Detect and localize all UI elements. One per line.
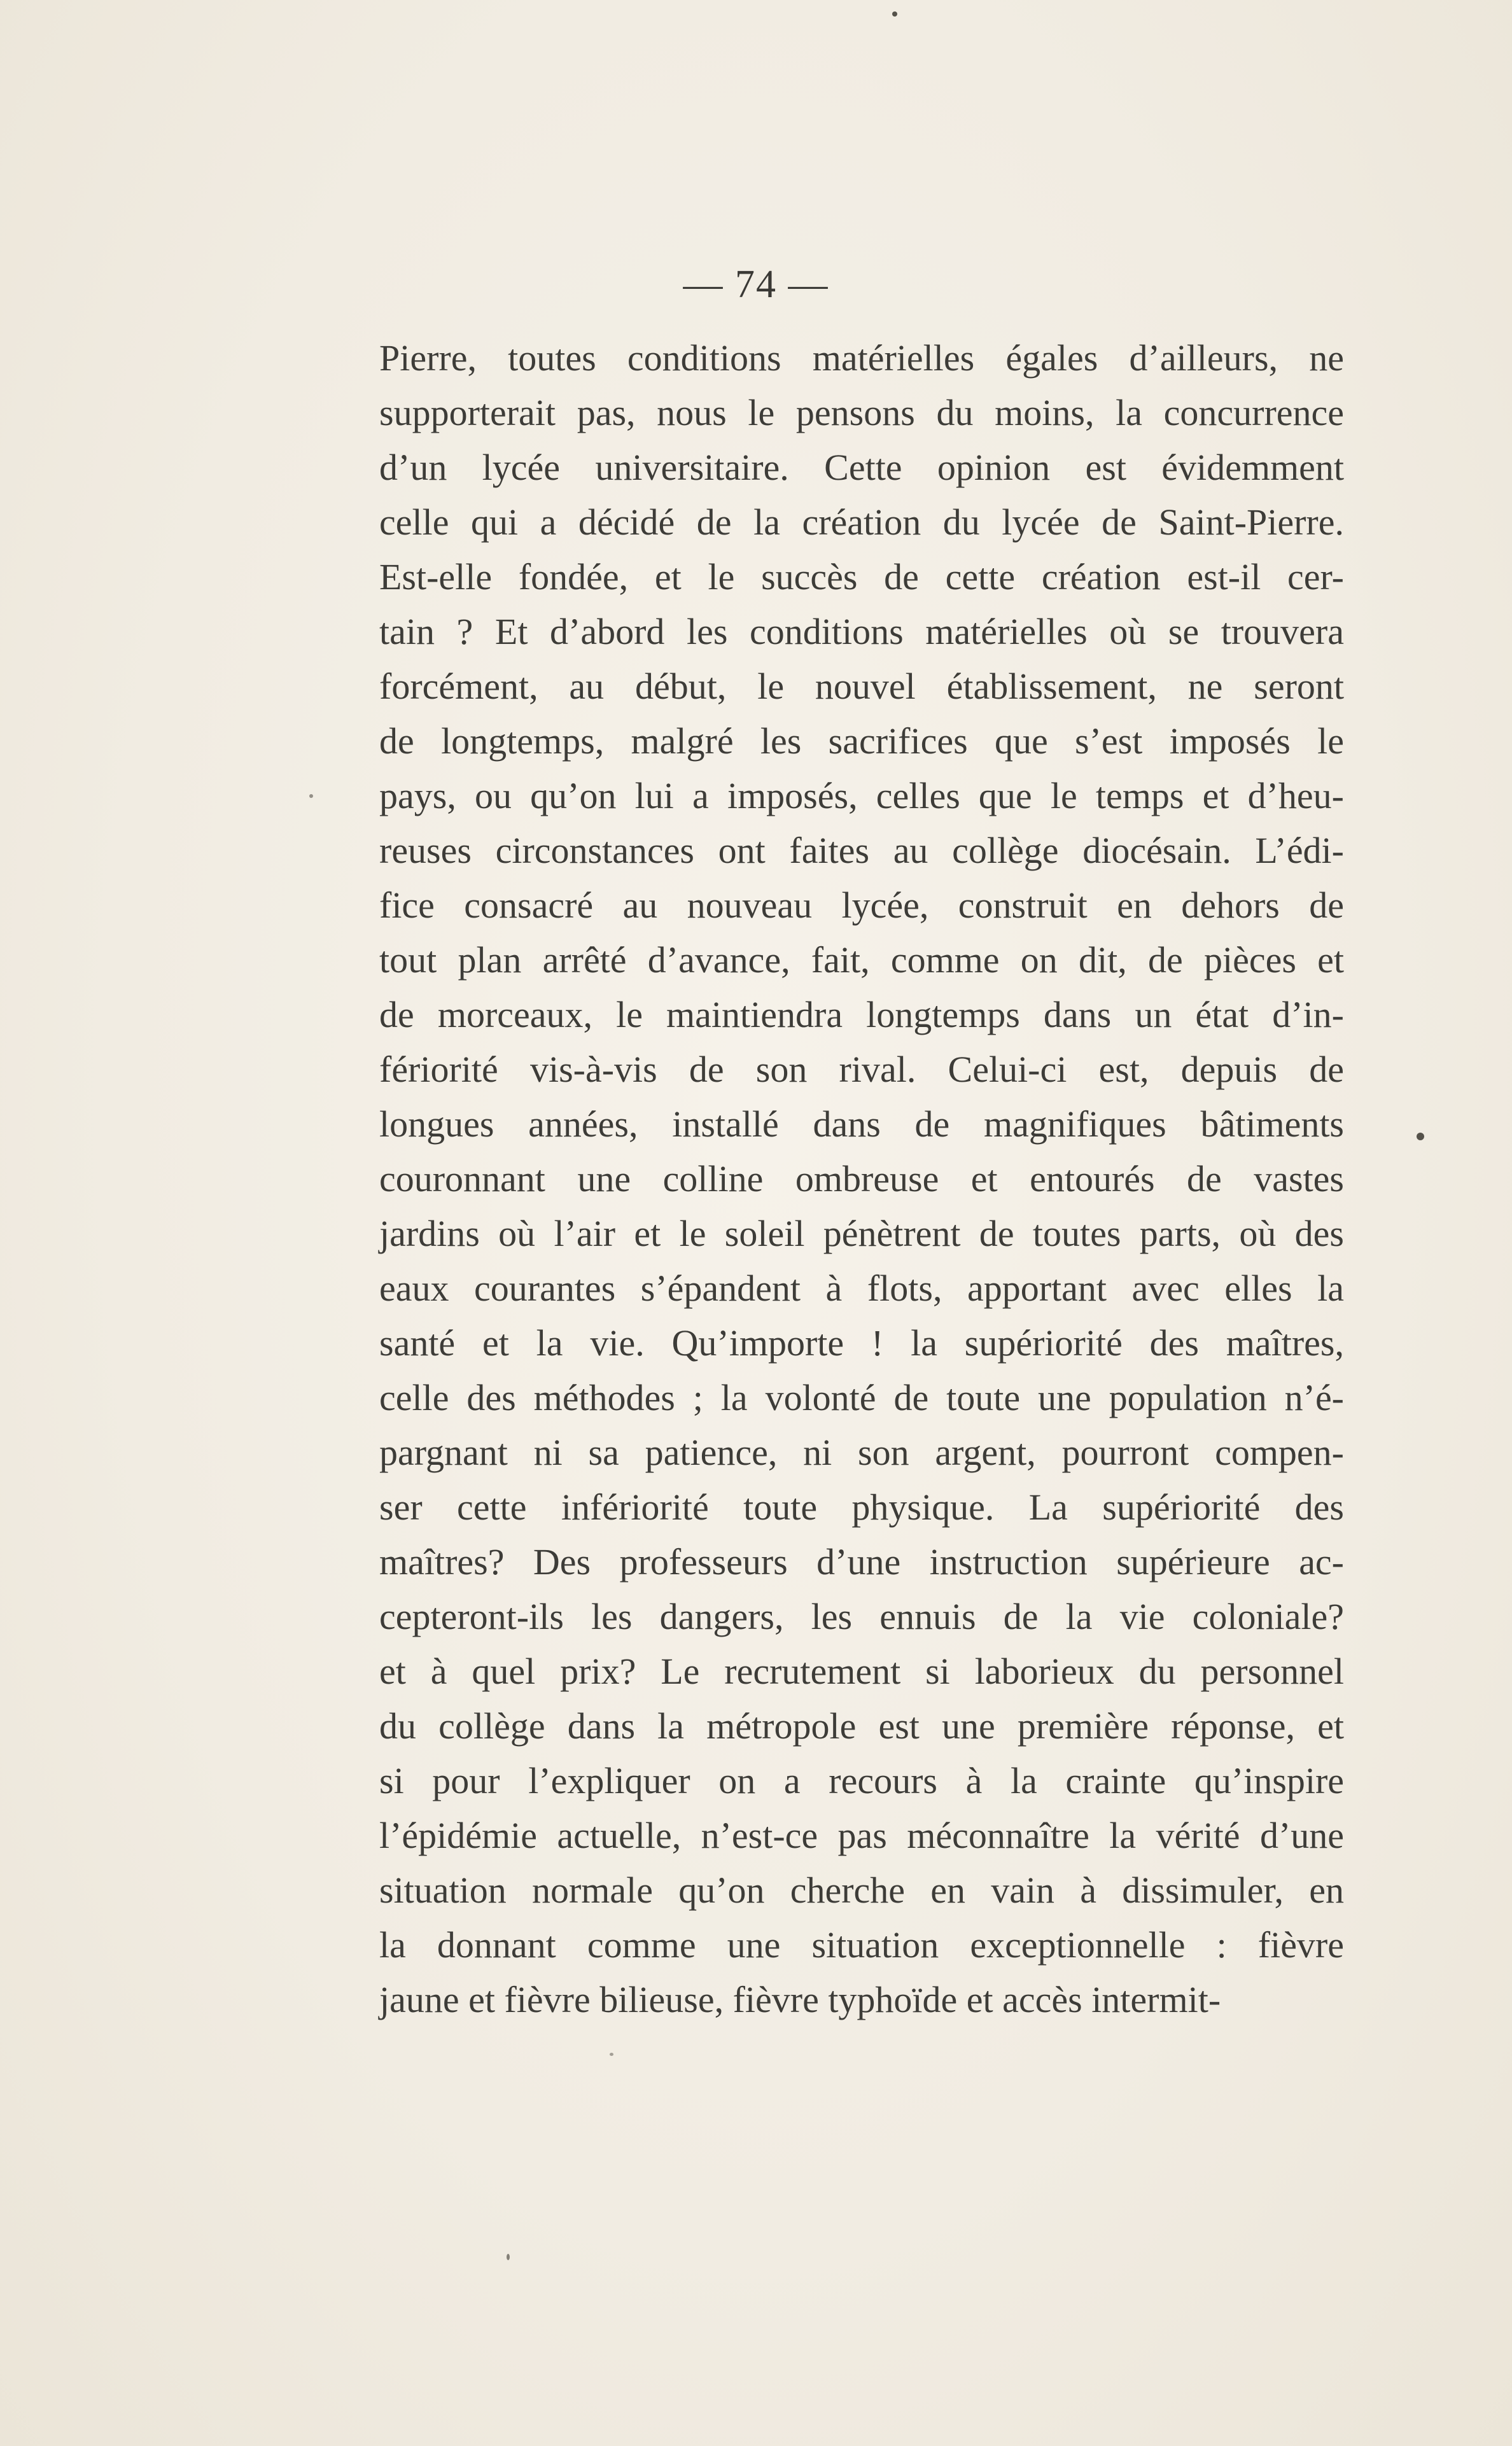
body-text — [379, 331, 1344, 2027]
text-line: cepteront-ils les dangers, les ennuis de la vie coloniale? — [379, 1596, 1344, 1637]
text-line: celle qui a décidé de la création du lycée de Saint-Pierre. — [379, 501, 1344, 543]
text-line: Est-elle fondée, et le succès de cette création est-il cer- — [379, 556, 1344, 598]
text-line: fériorité vis-à-vis de son rival. Celui-ci est, depuis de — [379, 1049, 1344, 1090]
text-line: Pierre, toutes conditions matérielles égales d’ailleurs, ne — [379, 337, 1344, 379]
text-line: reuses circonstances ont faites au collège diocésain. L’édi- — [379, 830, 1344, 871]
text-line: et à quel prix? Le recrutement si laborieux du personnel — [379, 1651, 1344, 1692]
text-line: situation normale qu’on cherche en vain à dissimuler, en — [379, 1869, 1344, 1911]
ink-speck — [309, 794, 313, 798]
text-line: si pour l’expliquer on a recours à la crainte qu’inspire — [379, 1760, 1344, 1801]
text-line: forcément, au début, le nouvel établissement, ne seront — [379, 666, 1344, 707]
text-line: du collège dans la métropole est une première réponse, et — [379, 1705, 1344, 1747]
text-line: longues années, installé dans de magnifiques bâtiments — [379, 1103, 1344, 1145]
text-line: fice consacré au nouveau lycée, construit en dehors de — [379, 884, 1344, 926]
text-line: celle des méthodes ; la volonté de toute une population n’é- — [379, 1377, 1344, 1418]
text-line: la donnant comme une situation exceptionnelle : fièvre — [379, 1924, 1344, 1966]
text-line: jardins où l’air et le soleil pénètrent de toutes parts, où des — [379, 1213, 1344, 1254]
text-line: eaux courantes s’épandent à flots, apportant avec elles la — [379, 1268, 1344, 1309]
text-line: tain ? Et d’abord les conditions matérielles où se trouvera — [379, 611, 1344, 652]
page-number: — 74 — — [683, 263, 829, 306]
text-line: pargnant ni sa patience, ni son argent, pourront compen- — [379, 1432, 1344, 1473]
text-line: supporterait pas, nous le pensons du moins, la concurrence — [379, 392, 1344, 433]
ink-speck — [1417, 1133, 1424, 1140]
text-line: jaune et fièvre bilieuse, fièvre typhoïde et accès intermit- — [379, 1979, 1221, 2020]
text-line: l’épidémie actuelle, n’est-ce pas méconnaître la vérité d’une — [379, 1815, 1344, 1856]
text-line: maîtres? Des professeurs d’une instruction supérieure ac- — [379, 1541, 1344, 1583]
text-line: de longtemps, malgré les sacrifices que s’est imposés le — [379, 720, 1344, 762]
ink-speck — [610, 2053, 613, 2056]
text-line: santé et la vie. Qu’importe ! la supériorité des maîtres, — [379, 1322, 1344, 1364]
text-line: pays, ou qu’on lui a imposés, celles que le temps et d’heu- — [379, 775, 1344, 816]
text-line: de morceaux, le maintiendra longtemps dans un état d’in- — [379, 994, 1344, 1035]
text-line: couronnant une colline ombreuse et entourés de vastes — [379, 1158, 1344, 1199]
text-line: d’un lycée universitaire. Cette opinion est évidemment — [379, 447, 1344, 488]
text-line: tout plan arrêté d’avance, fait, comme on dit, de pièces et — [379, 939, 1344, 981]
ink-speck — [892, 11, 897, 17]
ink-speck — [507, 2254, 510, 2260]
text-line: ser cette infériorité toute physique. La supériorité des — [379, 1486, 1344, 1528]
